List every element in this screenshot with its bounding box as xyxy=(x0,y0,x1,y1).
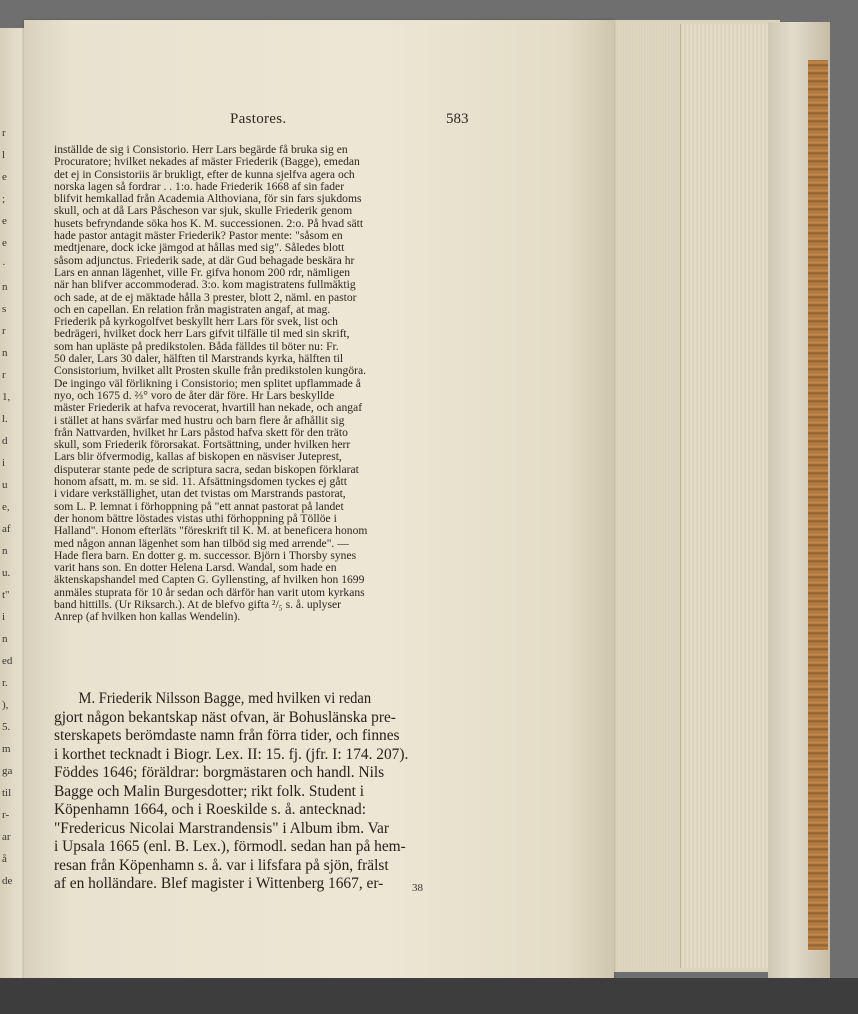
text-line: och sade, at de ej mäktade hålla 3 prester, blott 2, näml. en pastor xyxy=(54,290,357,304)
margin-glyph: r xyxy=(2,369,6,381)
margin-glyph: r- xyxy=(2,809,10,821)
text-line: såsom adjunctus. Friederik sade, at där Gud behagade beskära hr xyxy=(54,253,355,267)
signature-mark: 38 xyxy=(412,882,423,894)
text-line: inställde de sig i Consistorio. Herr Lars begärde få bruka sig en xyxy=(54,143,348,156)
text-line: husets befryndande söka hos K. M. successionen. 2:o. På hvad sätt xyxy=(54,216,364,230)
margin-glyph: s xyxy=(2,303,7,315)
text-line: som han upläste på predikstolen. Båda fälldes til böter nu: Fr. xyxy=(54,339,339,353)
margin-glyph: til xyxy=(2,787,12,799)
text-line: Köpenhamn 1664, och i Roeskilde s. å. antecknad: xyxy=(54,801,367,818)
text-line: M. Friederik Nilsson Bagge, med hvilken vi redan xyxy=(78,690,372,707)
text-line: Lars blir öfvermodig, kallas af biskopen en näsviser Juteprest, xyxy=(54,450,342,464)
text-line: De ingingo väl förlikning i Consistorio; men splitet upflammade å xyxy=(54,376,361,390)
margin-glyph: n xyxy=(2,633,8,645)
text-line: Hade flera barn. En dotter g. m. successor. Björn i Thorsby synes xyxy=(54,548,357,562)
text-line: nyo, och 1675 d. ⅔° voro de åter där före. Hr Lars beskyllde xyxy=(54,388,335,402)
text-line: norska lagen så fordrar . . 1:o. hade Friederik 1668 af sin fader xyxy=(54,179,345,193)
text-line: när han blifver accommoderad. 3:o. kom magistratens fullmäktig xyxy=(54,278,356,292)
margin-glyph: n xyxy=(2,545,8,557)
text-line: af en holländare. Blef magister i Wittenberg 1667, er- xyxy=(54,875,384,892)
small-print-paragraph xyxy=(54,144,494,624)
margin-glyph: · xyxy=(2,259,6,271)
margin-glyph: 1, xyxy=(2,391,11,403)
text-line: "Fredericus Nicolai Marstrandensis" i Album ibm. Var xyxy=(54,819,390,837)
margin-glyph: ; xyxy=(2,193,6,205)
main-paragraph xyxy=(54,690,494,894)
text-line: anmäles stuprata för 10 år sedan och därför han varit utom kyrkans xyxy=(54,585,365,599)
margin-glyph: ga xyxy=(2,765,13,777)
text-line: medtjenare, dock icke jämgod at hållas med sig". Således blott xyxy=(54,241,345,255)
text-line: Halland". Honom efterläts "föreskrift til K. M. at beneficera honom xyxy=(54,524,368,538)
text-line: skull, och at då Lars Påscheson var sjuk, skulle Friederik genom xyxy=(54,204,353,218)
margin-glyph: ar xyxy=(2,831,11,843)
text-line: äktenskapshandel med Capten G. Gyllensting, af hvilken hon 1699 xyxy=(54,573,365,587)
margin-glyph: r xyxy=(2,325,6,337)
text-line: från Nattvarden, hvilket hr Lars påstod hafva skett för den träto xyxy=(54,425,348,439)
text-line: blifvit hemkallad från Academia Althoviana, för sin fars sjukdoms xyxy=(54,192,362,206)
margin-glyph: n xyxy=(2,281,8,293)
text-line: med någon annan lägenhet som han tilböd sig med arrende". — xyxy=(54,536,349,550)
text-line: Lars en annan lägenhet, ville Fr. gifva honom 200 rdr, nämligen xyxy=(54,265,351,279)
book-page xyxy=(24,20,614,982)
text-line: resan från Köpenhamn s. å. var i lifsfara på sjön, frälst xyxy=(54,856,389,874)
text-line: Anrep (af hvilken hon kallas Wendelin). xyxy=(54,610,241,624)
text-line: disputerar stante pede de scriptura sacra, sedan biskopen förklarat xyxy=(54,462,359,476)
margin-glyph: e xyxy=(2,215,7,227)
margin-glyph: å xyxy=(2,853,7,865)
margin-glyph: i xyxy=(2,611,6,623)
text-line: honom afsatt, m. m. se sid. 11. Afsättningsdomen tyckes ej gått xyxy=(54,475,347,489)
page-number: 583 xyxy=(446,111,469,127)
text-line: i Upsala 1665 (enl. B. Lex.), förmodl. sedan han på hem- xyxy=(54,838,406,855)
margin-glyph: e, xyxy=(2,501,10,513)
margin-glyph: ed xyxy=(2,655,13,667)
margin-glyph: t" xyxy=(2,589,10,601)
margin-glyph: de xyxy=(2,875,13,887)
margin-glyph: e xyxy=(2,237,7,249)
text-line: Consistorium, hvilket allt Prosten skulle från predikstolen kungöra. xyxy=(54,364,367,378)
margin-glyph: i xyxy=(2,457,6,469)
text-line: band hittills. (Ur Riksarch.). At de blefvo gifta ²/₅ s. å. uplyser xyxy=(54,597,342,611)
text-line: hade pastor antagit mäster Friederik? Pastor mente: "såsom en xyxy=(54,229,343,243)
text-line: mäster Friederik at hafva revocerat, hvartill han nekade, och angaf xyxy=(54,401,363,415)
text-line: sterskapets berömdaste namn från förra tider, och finnes xyxy=(54,727,400,744)
page-edges xyxy=(680,24,773,968)
margin-glyph: r. xyxy=(2,677,8,689)
margin-glyph: e xyxy=(2,171,7,183)
text-line: i stället at hans svärfar med hustru och barn flere år afhållit sig xyxy=(54,413,345,427)
text-line: det ej in Consistoriis är brukligt, efter de kunna sjelfva agera och xyxy=(54,167,355,181)
margin-glyph: r xyxy=(2,127,6,139)
text-line: Friederik på kyrkogolfvet beskyllt herr Lars för svek, list och xyxy=(54,315,338,329)
text-line: der honom bättre löstades vistas uthi förhoppning på Töllöe i xyxy=(54,511,337,525)
text-line: i vidare verkställighet, utan det tvistas om Marstrands pastorat, xyxy=(54,487,346,501)
text-line: gjort någon bekantskap näst ofvan, är Bohuslänska pre- xyxy=(54,708,396,726)
text-line: Föddes 1646; föräldrar: borgmästaren och handl. Nils xyxy=(54,764,385,781)
running-title: Pastores. xyxy=(230,111,287,127)
text-line: Procuratore; hvilket nekades af mäster Friederik (Bagge), emedan xyxy=(54,155,360,169)
text-line: skull, som Friederik förorsakat. Fortsättning, under hvilken herr xyxy=(54,438,351,452)
margin-glyph: u. xyxy=(2,567,11,579)
margin-glyph: d xyxy=(2,435,8,447)
table-surface xyxy=(0,978,858,1014)
margin-glyph: u xyxy=(2,479,8,491)
page-header xyxy=(24,111,614,131)
margin-glyph: af xyxy=(2,523,11,535)
text-line: bedrägeri, hvilket dock herr Lars gifvit tilfälle til med sin skrift, xyxy=(54,327,350,341)
margin-glyph: n xyxy=(2,347,8,359)
text-line: varit hans son. En dotter Helena Larsd. Wandal, som hade en xyxy=(54,561,337,575)
margin-glyph: 5. xyxy=(2,721,11,733)
margin-glyph: l. xyxy=(2,413,8,425)
cover-marbling xyxy=(808,60,828,950)
margin-glyph: l xyxy=(2,149,6,161)
text-line: och en capellan. En relation från magistraten angaf, at mag. xyxy=(54,302,331,316)
text-line: Bagge och Malin Burgesdotter; rikt folk. Student i xyxy=(54,782,365,800)
text-line: som L. P. lemnat i förhoppning på "ett annat pastorat på landet xyxy=(54,499,344,513)
text-line: i korthet tecknadt i Biogr. Lex. II: 15. fj. (jfr. I: 174. 207). xyxy=(54,745,409,763)
margin-glyph: m xyxy=(2,743,11,755)
text-line: 50 daler, Lars 30 daler, hälften til Marstrands kyrka, hälften til xyxy=(54,352,344,366)
margin-glyph: ), xyxy=(2,699,9,711)
